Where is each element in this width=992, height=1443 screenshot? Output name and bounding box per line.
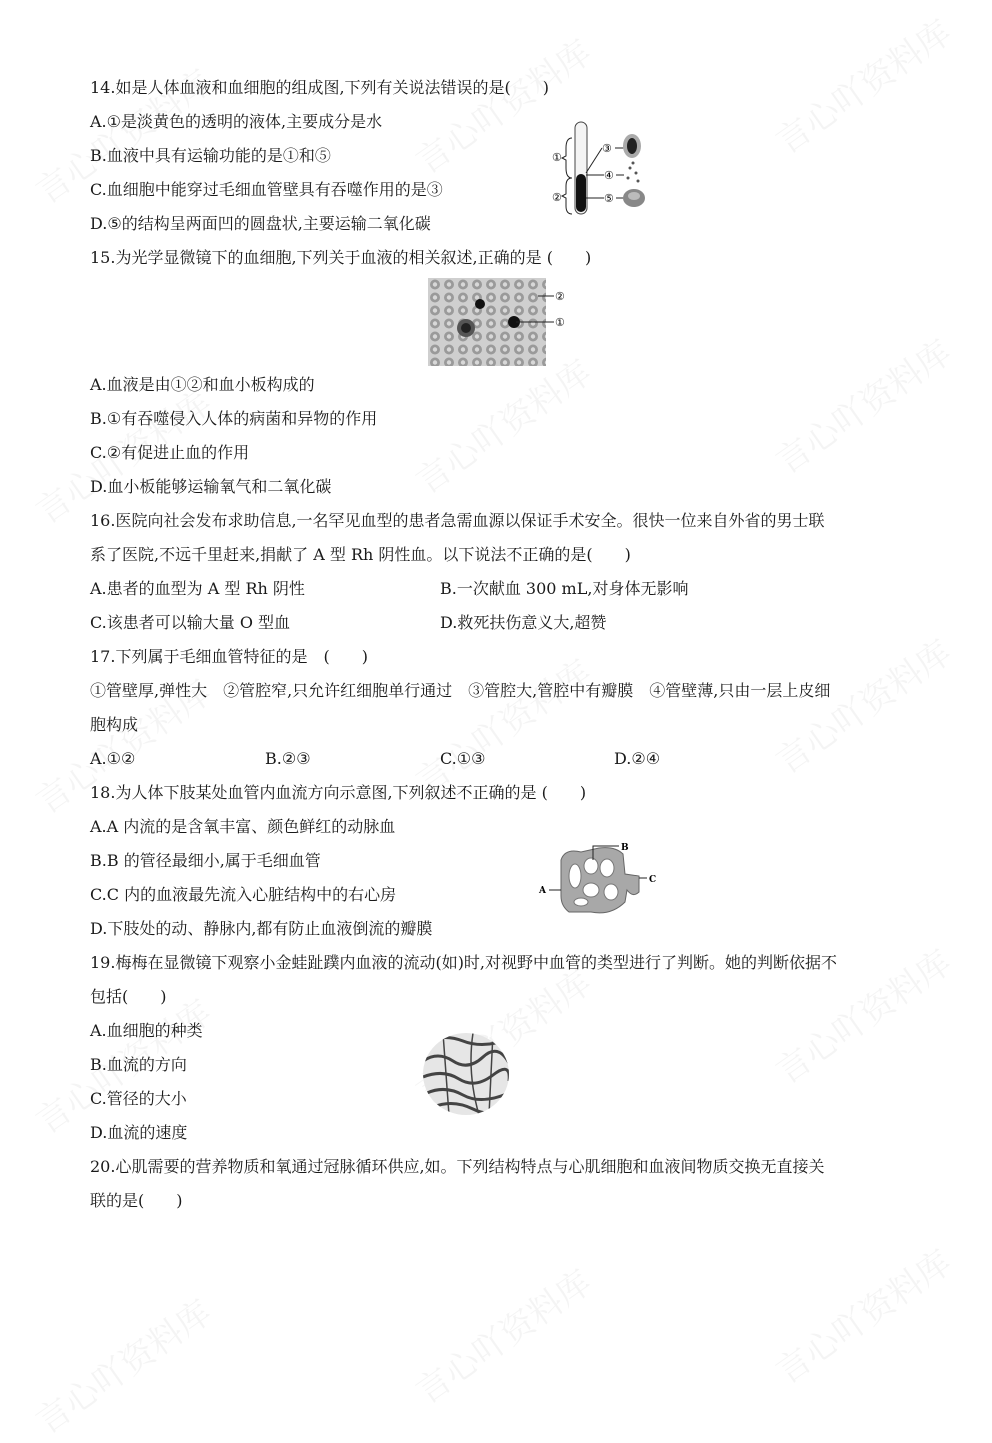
option-c: C.②有促进止血的作用 bbox=[90, 443, 250, 462]
option-c: C.C 内的血液最先流入心脏结构中的右心房 bbox=[90, 885, 397, 904]
label-c: C bbox=[649, 875, 657, 885]
option-c: C.该患者可以输大量 O 型血 bbox=[90, 613, 291, 632]
option-d: D.救死扶伤意义大,超赞 bbox=[440, 613, 607, 632]
option-d: D.⑤的结构呈两面凹的圆盘状,主要运输二氧化碳 bbox=[90, 214, 431, 233]
question-stem-line1: 20.心肌需要的营养物质和氧通过冠脉循环供应,如。下列结构特点与心肌细胞和血液间物质交换无直接关 bbox=[90, 1157, 825, 1176]
option-d: D.②④ bbox=[614, 749, 661, 768]
question-stem: 18.为人体下肢某处血管内血流方向示意图,下列叙述不正确的是 ( ) bbox=[90, 783, 587, 802]
question-stem-line2: 系了医院,不远千里赶来,捐献了 A 型 Rh 阴性血。以下说法不正确的是( ) bbox=[90, 545, 631, 564]
option-d: D.血小板能够运输氧气和二氧化碳 bbox=[90, 477, 332, 496]
watermark bbox=[404, 1256, 599, 1413]
question-stem: 17.下列属于毛细血管特征的是 ( ) bbox=[90, 647, 368, 666]
watermark bbox=[764, 626, 959, 783]
option-b: B.一次献血 300 mL,对身体无影响 bbox=[440, 579, 689, 598]
watermark bbox=[764, 1236, 959, 1393]
question-stem: 14.如是人体血液和血细胞的组成图,下列有关说法错误的是( ) bbox=[90, 78, 550, 97]
option-c: C.①③ bbox=[440, 749, 486, 768]
option-d: D.下肢处的动、静脉内,都有防止血液倒流的瓣膜 bbox=[90, 919, 433, 938]
label-5: ⑤ bbox=[604, 192, 614, 205]
watermark bbox=[764, 6, 959, 163]
watermark bbox=[764, 326, 959, 483]
blood-vessel-network-figure bbox=[535, 840, 665, 920]
statement-items-line2: 胞构成 bbox=[90, 715, 139, 734]
label-b: B bbox=[621, 843, 629, 853]
option-b: B.B 的管径最细小,属于毛细血管 bbox=[90, 851, 321, 870]
option-b: B.②③ bbox=[265, 749, 311, 768]
option-c: C.血细胞中能穿过毛细血管壁具有吞噬作用的是③ bbox=[90, 180, 443, 199]
label-1: ① bbox=[552, 151, 562, 164]
blood-tube-figure bbox=[550, 118, 660, 218]
label-3: ③ bbox=[602, 142, 612, 155]
watermark bbox=[24, 1286, 219, 1443]
option-b: B.血液中具有运输功能的是①和⑤ bbox=[90, 146, 331, 165]
option-b: B.血流的方向 bbox=[90, 1055, 187, 1074]
label-1: ① bbox=[555, 316, 565, 329]
question-stem-line1: 19.梅梅在显微镜下观察小金蛙趾蹼内血液的流动(如)时,对视野中血管的类型进行了判断。她的判断依据不 bbox=[90, 953, 838, 972]
label-2: ② bbox=[552, 191, 562, 204]
option-d: D.血流的速度 bbox=[90, 1123, 188, 1142]
label-2: ② bbox=[555, 290, 565, 303]
question-stem-line1: 16.医院向社会发布求助信息,一名罕见血型的患者急需血源以保证手术安全。很快一位来自外省的男士联 bbox=[90, 511, 825, 530]
option-a: A.①② bbox=[90, 749, 136, 768]
question-stem-line2: 包括( ) bbox=[90, 987, 167, 1006]
statement-items-line1: ①管壁厚,弹性大 ②管腔窄,只允许红细胞单行通过 ③管腔大,管腔中有瓣膜 ④管壁薄,只由一层上皮细 bbox=[90, 681, 831, 700]
option-c: C.管径的大小 bbox=[90, 1089, 187, 1108]
watermark bbox=[404, 646, 599, 803]
option-a: A.血液是由①②和血小板构成的 bbox=[90, 375, 315, 394]
question-stem: 15.为光学显微镜下的血细胞,下列关于血液的相关叙述,正确的是 ( ) bbox=[90, 248, 592, 267]
label-4: ④ bbox=[604, 169, 614, 182]
label-a: A bbox=[539, 886, 546, 896]
watermark bbox=[404, 346, 599, 503]
option-b: B.①有吞噬侵入人体的病菌和异物的作用 bbox=[90, 409, 378, 428]
option-a: A.A 内流的是含氧丰富、颜色鲜红的动脉血 bbox=[90, 817, 396, 836]
frog-web-microscope-figure bbox=[423, 1033, 509, 1115]
option-a: A.血细胞的种类 bbox=[90, 1021, 203, 1040]
question-stem-line2: 联的是( ) bbox=[90, 1191, 183, 1210]
option-a: A.患者的血型为 A 型 Rh 阴性 bbox=[90, 579, 305, 598]
option-a: A.①是淡黄色的透明的液体,主要成分是水 bbox=[90, 112, 383, 131]
blood-smear-figure bbox=[428, 278, 578, 366]
